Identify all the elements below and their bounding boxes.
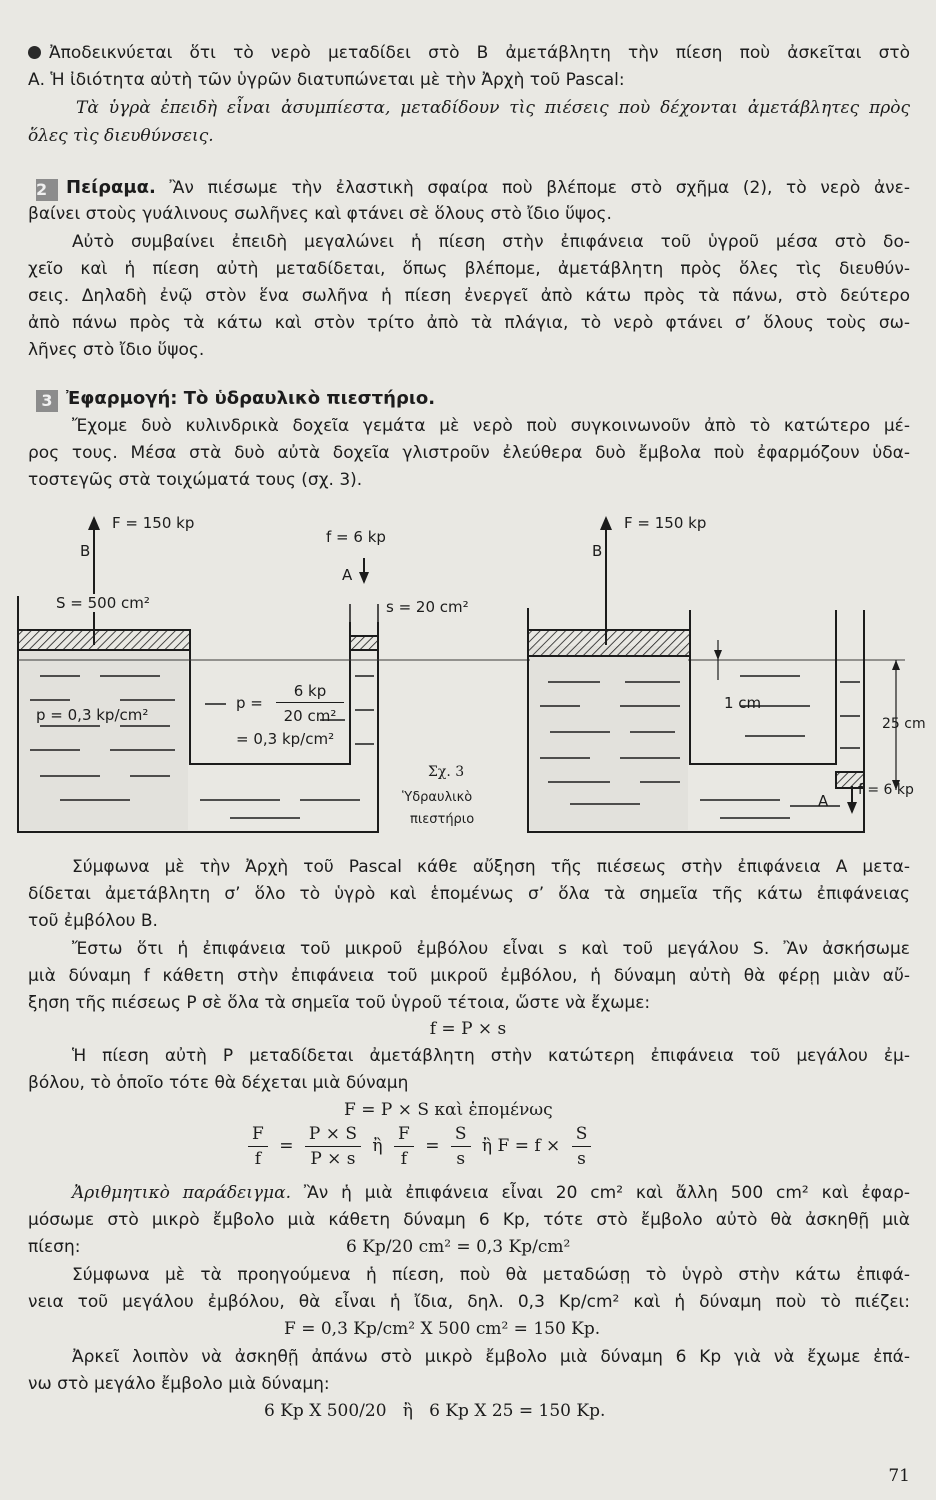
figure-caption-title-2: πιεστήριο: [410, 812, 475, 827]
right-label-b: B: [592, 542, 603, 560]
section2-line6: ἀπὸ πάνω πρὸς τὰ κάτω καὶ στὸν τρίτο ἀπὸ τὰ πλάγια, τὸ νερὸ φτάνει σ’ ὅλους τοὺς σω-: [28, 313, 910, 333]
section2-line1: 2 Πείραμα. Ἂν πιέσωμε τὴν ἐλαστικὴ σφαίρα ποὺ βλέπομε στὸ σχῆμα (2), τὸ νερὸ ἀνε-: [36, 177, 910, 199]
left-big-piston: [18, 630, 190, 650]
body-p1-line1: Σύμφωνα μὲ τὴν Ἀρχὴ τοῦ Pascal κάθε αὔξηση τῆς πιέσεως στὴν ἐπιφάνεια Α μετα-: [72, 857, 910, 877]
right-big-piston: [528, 630, 690, 656]
fraction-F-over-f: $\frac{F}{f}$: [248, 1122, 268, 1171]
section2-line7: λῆνες στὸ ἴδιο ὕψος.: [28, 340, 205, 360]
left-pressure-label: p = 0,3 kp/cm²: [36, 706, 149, 724]
body-p1-line2: δίδεται ἀμετάβλητη σ’ ὅλο τὸ ὑγρὸ καὶ ἑπομένως σ’ ὅλα τὰ σημεῖα τῆς κάτω ἐπιφάνειας: [28, 884, 910, 904]
section2-line2: βαίνει στοὺς γυάλινους σωλῆνες καὶ φτάνει σὲ ὅλους στὸ ἴδιο ὕψος.: [28, 204, 612, 224]
right-press: [528, 516, 900, 832]
equation-ratio: $\frac{F}{f}$ = $\frac{P \times S}{P \times s}$ ἢ $\frac{F}{f}$ = $\frac{S}{s}$ ἢ F = f × $\frac{S}{s}$: [242, 1122, 597, 1171]
equation-force-result: F = 0,3 Kp/cm² X 500 cm² = 150 Kp.: [284, 1319, 601, 1339]
right-dist-big-label: 25 cm: [882, 716, 926, 732]
fraction-PS-over-Ps: $\frac{P \times S}{P \times s}$: [305, 1122, 361, 1171]
pascal-law-line2: ὅλες τὶς διευθύνσεις.: [28, 126, 214, 146]
pascal-law-line1: Τὰ ὑγρὰ ἐπειδὴ εἶναι ἀσυμπίεστα, μεταδίδουν τὶς πιέσεις ποὺ δέχονται ἀμετάβλητες πρὸς: [76, 98, 910, 118]
left-force-big-label: F = 150 kp: [112, 514, 195, 532]
right-force-small-label: f = 6 kp: [858, 782, 914, 798]
right-vessel-inner: [690, 610, 836, 764]
fraction-S-over-s: $\frac{S}{s}$: [451, 1122, 471, 1171]
fraction-F-over-f-2: $\frac{F}{f}$: [394, 1122, 414, 1171]
left-area-small-label: s = 20 cm²: [386, 598, 469, 616]
page-number: 71: [888, 1466, 910, 1486]
para1-line2: Α. Ἡ ἰδιότητα αὐτὴ τῶν ὑγρῶν διατυπώνεται μὲ τὴν Ἀρχὴ τοῦ Pascal:: [28, 70, 625, 90]
equation-final: 6 Kp X 500/20 ἢ 6 Kp X 25 = 150 Kp.: [264, 1401, 606, 1421]
example-line3a: πίεση:: [28, 1237, 81, 1257]
bullet-icon: [28, 46, 41, 59]
equation-F-equals-P-S: F = P × S καὶ ἑπομένως: [344, 1100, 553, 1120]
body-p4-line1: Σύμφωνα μὲ τὰ προηγούμενα ἡ πίεση, ποὺ θὰ μεταδώσῃ τὸ ὑγρὸ στὴν κάτω ἐπιφά-: [72, 1265, 910, 1285]
left-press: [18, 516, 378, 832]
pressure-formula-num: 6 kp: [276, 680, 344, 703]
left-label-a: A: [342, 566, 353, 584]
section-number-badge: 3: [36, 390, 58, 412]
left-label-b: B: [80, 542, 91, 560]
equation-f-equals-p-s: f = P × s: [429, 1019, 507, 1039]
section3-line1: Ἔχομε δυὸ κυλινδρικὰ δοχεῖα γεμάτα μὲ νερὸ ποὺ συγκοινωνοῦν ἀπὸ τὸ κατώτερο μέ-: [72, 416, 910, 436]
section3-line2: ρος τους. Μέσα στὰ δυὸ αὐτὰ δοχεῖα γλιστροῦν ἐλεύθερα δυὸ ἔμβολα ποὺ ἐφαρμόζουν ὑδα-: [28, 443, 910, 463]
body-p2-line1: Ἔστω ὅτι ἡ ἐπιφάνεια τοῦ μικροῦ ἐμβόλου εἶναι s καὶ τοῦ μεγάλου S. Ἂν ἀσκήσωμε: [72, 939, 910, 959]
body-p4-line2: νεια τοῦ μεγάλου ἐμβόλου, θὰ εἶναι ἡ ἴδια, δηλ. 0,3 Kp/cm² καὶ ἡ δύναμη ποὺ τὸ πιέζει:: [28, 1292, 910, 1312]
section2-line4: χεῖο καὶ ἡ πίεση αὐτὴ μεταδίδεται, ὅπως βλέπομε, ἀμετάβλητη πρὸς ὅλες τὶς διευθύν-: [28, 259, 910, 279]
section3-heading: [36, 385, 435, 413]
body-p5-line1: Ἀρκεῖ λοιπὸν νὰ ἀσκηθῇ ἀπάνω στὸ μικρὸ ἔμβολο μιὰ δύναμη 6 Kp γιὰ νὰ ἔχωμε ἐπά-: [72, 1347, 910, 1367]
right-force-big-label: F = 150 kp: [624, 514, 707, 532]
left-force-small-label: f = 6 kp: [326, 528, 386, 546]
left-area-big-label: S = 500 cm²: [56, 594, 150, 612]
body-p3-line1: Ἡ πίεση αὐτὴ P μεταδίδεται ἀμετάβλητη στὴν κατώτερη ἐπιφάνεια τοῦ μεγάλου ἐμ-: [72, 1046, 910, 1066]
section2-line3: Αὐτὸ συμβαίνει ἐπειδὴ μεγαλώνει ἡ πίεση στὴν ἐπιφάνεια τοῦ ὑγροῦ μέσα στὸ δο-: [72, 232, 910, 252]
left-small-piston: [350, 636, 378, 650]
body-p3-line2: βόλου, τὸ ὁποῖο τότε θὰ δέχεται μιὰ δύναμη: [28, 1073, 409, 1093]
example-line2: μόσωμε στὸ μικρὸ ἔμβολο μιὰ κάθετη δύναμη 6 Kp, τότε στὸ ἔμβολο αὐτὸ θὰ ἀσκηθῇ μιὰ: [28, 1210, 910, 1230]
section3-line3: τοστεγῶς στὰ τοιχώματά τους (σχ. 3).: [28, 470, 363, 490]
pressure-formula-eq: p =: [236, 694, 263, 712]
figure-caption-title-1: Ὑδραυλικὸ: [402, 790, 473, 805]
fraction-S-over-s-2: $\frac{S}{s}$: [572, 1122, 592, 1171]
section-number-badge: 2: [36, 179, 58, 201]
example-label: Ἀριθμητικὸ παράδειγμα.: [72, 1183, 291, 1203]
body-p2-line3: ξηση τῆς πιέσεως P σὲ ὅλα τὰ σημεῖα τοῦ ὑγροῦ τέτοια, ὥστε νὰ ἔχωμε:: [28, 993, 651, 1013]
para1-line1: Ἀποδεικνύεται ὅτι τὸ νερὸ μεταδίδει στὸ Β ἀμετάβλητη τὴν πίεση ποὺ ἀσκεῖται στὸ: [28, 40, 910, 67]
right-label-a: A: [818, 792, 829, 810]
section3-title: Ἐφαρμογή: Τὸ ὑδραυλικὸ πιεστήριο.: [66, 388, 436, 409]
example-pressure-equation: 6 Kp/20 cm² = 0,3 Kp/cm²: [346, 1237, 571, 1257]
body-p5-line2: νω στὸ μεγάλο ἔμβολο μιὰ δύναμη:: [28, 1374, 330, 1394]
body-p1-line3: τοῦ ἐμβόλου Β.: [28, 911, 158, 931]
pressure-formula-result: = 0,3 kp/cm²: [236, 730, 335, 748]
section2-title: Πείραμα.: [66, 177, 156, 198]
figure-caption-number: Σχ. 3: [428, 764, 465, 780]
body-p2-line2: μιὰ δύναμη f κάθετη στὴν ἐπιφάνεια τοῦ μικροῦ ἐμβόλου, ἡ δύναμη αὐτὴ θὰ φέρῃ μιὰν αὔ-: [28, 966, 910, 986]
right-dist-small-label: 1 cm: [724, 694, 762, 712]
example-line1: Ἀριθμητικὸ παράδειγμα. Ἂν ἡ μιὰ ἐπιφάνεια εἶναι 20 cm² καὶ ἄλλη 500 cm² καὶ ἐφαρ-: [72, 1183, 911, 1203]
pressure-formula-den: 20 cm²: [283, 707, 337, 725]
section2-line5: σεις. Δηλαδὴ ἐνῷ στὸν ἕνα σωλῆνα ἡ πίεση ἐνεργεῖ ἀπὸ κάτω πρὸς τὰ πάνω, στὸ δεύτερο: [28, 286, 910, 306]
